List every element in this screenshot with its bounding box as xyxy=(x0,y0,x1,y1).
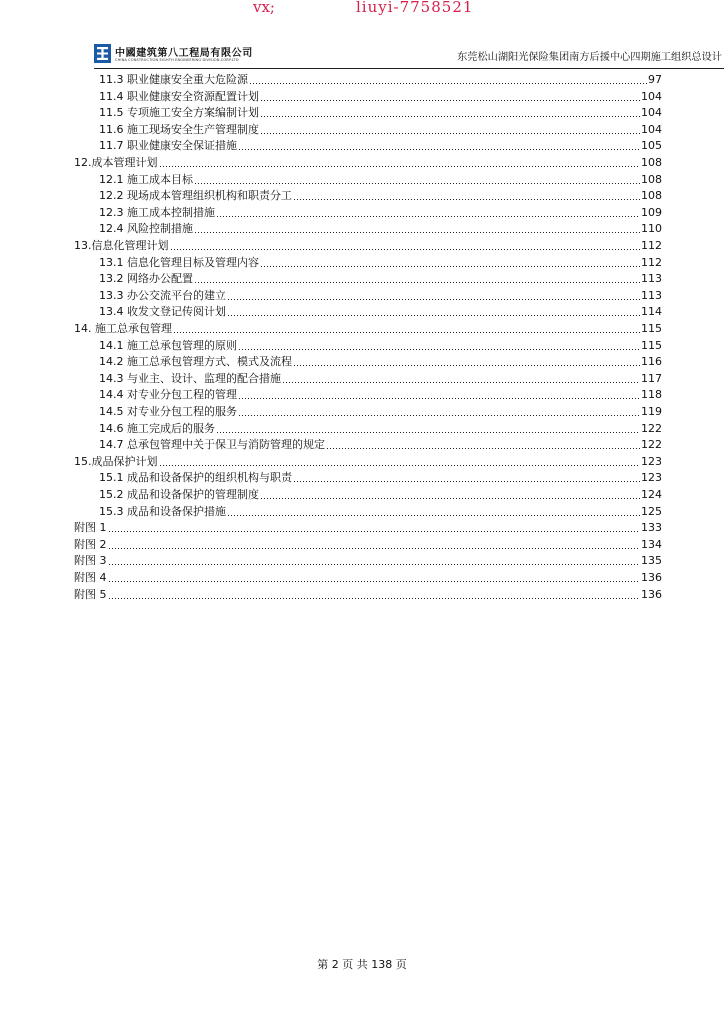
toc-dot-leader xyxy=(282,382,640,383)
toc-entry[interactable] xyxy=(99,304,662,319)
toc-entry-page: 97 xyxy=(648,73,662,86)
toc-entry-label: 11.5 专项施工安全方案编制计划 xyxy=(99,106,259,120)
toc-dot-leader xyxy=(108,598,641,599)
toc-dot-leader xyxy=(227,315,640,316)
toc-entry[interactable] xyxy=(99,138,662,153)
toc-entry-page: 122 xyxy=(641,421,662,435)
toc-entry-label: 14. 施工总承包管理 xyxy=(74,322,172,335)
toc-entry-label: 14.1 施工总承包管理的原则 xyxy=(99,338,237,352)
toc-entry-page: 115 xyxy=(641,338,662,352)
toc-entry-page: 113 xyxy=(641,288,662,302)
toc-entry-label: 14.5 对专业分包工程的服务 xyxy=(99,405,237,418)
toc-entry-page: 108 xyxy=(641,172,662,186)
toc-entry-page: 110 xyxy=(641,222,662,236)
toc-dot-leader xyxy=(260,133,640,134)
toc-entry[interactable] xyxy=(99,504,662,519)
toc-entry-label: 13.信息化管理计划 xyxy=(74,239,169,252)
toc-dot-leader xyxy=(238,149,640,150)
toc-entry[interactable] xyxy=(99,255,662,270)
toc-entry-label: 15.成品保护计划 xyxy=(74,454,158,468)
toc-entry-label: 12.3 施工成本控制措施 xyxy=(99,205,215,219)
toc-entry-label: 11.3 职业健康安全重大危险源 xyxy=(99,73,248,86)
page-header xyxy=(0,42,724,70)
toc-entry[interactable] xyxy=(99,288,662,303)
toc-entry-label: 11.6 施工现场安全生产管理制度 xyxy=(99,122,259,136)
toc-entry-label: 12.1 施工成本目标 xyxy=(99,172,193,186)
toc-entry[interactable] xyxy=(74,537,662,552)
watermark-right: liuyi-7758521 xyxy=(356,0,474,16)
toc-dot-leader xyxy=(108,564,641,565)
toc-dot-leader xyxy=(216,432,640,433)
toc-entry[interactable] xyxy=(99,89,662,104)
toc-dot-leader xyxy=(159,465,641,466)
toc-entry[interactable] xyxy=(99,188,662,203)
toc-entry-page: 125 xyxy=(641,504,662,518)
toc-entry-label: 13.4 收发文登记传阅计划 xyxy=(99,305,226,319)
toc-entry[interactable] xyxy=(74,321,662,336)
toc-entry[interactable] xyxy=(99,404,662,419)
toc-entry-page: 133 xyxy=(641,521,662,535)
toc-entry[interactable] xyxy=(74,570,662,585)
toc-entry-page: 136 xyxy=(641,571,662,584)
toc-dot-leader xyxy=(293,199,640,200)
header-divider xyxy=(94,68,724,69)
toc-dot-leader xyxy=(173,332,640,333)
toc-entry-page: 123 xyxy=(641,471,662,485)
watermark-left: vx; xyxy=(253,0,275,16)
toc-dot-leader xyxy=(260,116,640,117)
toc-entry[interactable] xyxy=(99,371,662,386)
toc-dot-leader xyxy=(227,515,640,516)
toc-entry[interactable] xyxy=(99,172,662,187)
toc-entry-label: 12.4 风险控制措施 xyxy=(99,222,193,236)
toc-entry-page: 136 xyxy=(641,587,662,601)
toc-entry[interactable] xyxy=(74,520,662,535)
toc-entry-label: 13.2 网络办公配置 xyxy=(99,272,193,286)
toc-dot-leader xyxy=(293,481,640,482)
toc-entry-page: 104 xyxy=(641,122,662,136)
toc-entry-label: 11.7 职业健康安全保证措施 xyxy=(99,139,237,153)
toc-entry-page: 119 xyxy=(641,405,662,418)
toc-entry-page: 112 xyxy=(641,239,662,252)
page-footer xyxy=(0,956,724,972)
toc-entry-label: 14.2 施工总承包管理方式、模式及流程 xyxy=(99,355,292,369)
toc-entry[interactable] xyxy=(99,421,662,436)
toc-entry-page: 105 xyxy=(641,139,662,153)
toc-entry-label: 15.2 成品和设备保护的管理制度 xyxy=(99,488,259,501)
toc-entry[interactable] xyxy=(99,105,662,120)
toc-entry-page: 115 xyxy=(641,322,662,335)
toc-dot-leader xyxy=(194,282,640,283)
toc-dot-leader xyxy=(227,299,640,300)
toc-entry-label: 12.成本管理计划 xyxy=(74,156,158,169)
toc-entry[interactable] xyxy=(99,470,662,485)
toc-dot-leader xyxy=(108,531,641,532)
toc-entry[interactable] xyxy=(99,437,662,452)
toc-entry[interactable] xyxy=(74,553,662,568)
toc-dot-leader xyxy=(249,83,647,84)
toc-entry-page: 135 xyxy=(641,554,662,568)
toc-entry-page: 104 xyxy=(641,106,662,120)
toc-entry-page: 123 xyxy=(641,454,662,468)
toc-entry-page: 116 xyxy=(641,355,662,369)
toc-dot-leader xyxy=(159,166,641,167)
toc-entry-label: 附图 1 xyxy=(74,521,107,535)
toc-dot-leader xyxy=(194,183,640,184)
toc-dot-leader xyxy=(326,448,640,449)
toc-entry[interactable] xyxy=(74,155,662,170)
toc-entry[interactable] xyxy=(99,487,662,502)
toc-entry-page: 134 xyxy=(641,537,662,551)
toc-entry-page: 113 xyxy=(641,272,662,286)
toc-dot-leader xyxy=(293,365,640,366)
company-name-en: CHINA CONSTRUCTION EIGHTH ENGINEERING DIVISION.CORP.LTD xyxy=(115,58,239,62)
toc-dot-leader xyxy=(194,232,640,233)
toc-entry-label: 11.4 职业健康安全资源配置计划 xyxy=(99,89,259,103)
toc-entry-page: 104 xyxy=(641,89,662,103)
toc-entry-label: 15.1 成品和设备保护的组织机构与职责 xyxy=(99,471,292,485)
toc-entry[interactable] xyxy=(99,271,662,286)
toc-dot-leader xyxy=(108,548,641,549)
toc-entry[interactable] xyxy=(74,587,662,602)
company-logo xyxy=(94,44,266,66)
toc-entry-label: 13.3 办公交流平台的建立 xyxy=(99,288,226,302)
company-name-cn: 中國建筑第八工程局有限公司 xyxy=(115,48,253,59)
toc-entry[interactable] xyxy=(99,221,662,236)
toc-entry-page: 118 xyxy=(641,388,662,402)
toc-entry[interactable] xyxy=(99,338,662,353)
watermark xyxy=(0,0,724,20)
document-title: 东莞松山湖阳光保险集团南方后援中心四期施工组织总设计 xyxy=(457,52,722,63)
toc-entry-page: 109 xyxy=(641,205,662,219)
toc-entry-page: 108 xyxy=(641,189,662,203)
toc-dot-leader xyxy=(260,266,640,267)
toc-entry-label: 14.6 施工完成后的服务 xyxy=(99,421,215,435)
cscec-logo-icon xyxy=(94,44,111,63)
toc-dot-leader xyxy=(108,581,641,582)
toc-entry-page: 114 xyxy=(641,305,662,319)
toc-entry-page: 112 xyxy=(641,255,662,269)
toc-entry-label: 15.3 成品和设备保护措施 xyxy=(99,504,226,518)
toc-entry-label: 14.7 总承包管理中关于保卫与消防管理的规定 xyxy=(99,438,325,452)
toc-entry-label: 14.3 与业主、设计、监理的配合措施 xyxy=(99,371,281,385)
toc-entry-label: 附图 5 xyxy=(74,587,107,601)
toc-entry-page: 117 xyxy=(641,371,662,385)
toc-entry-label: 13.1 信息化管理目标及管理内容 xyxy=(99,255,259,269)
toc-dot-leader xyxy=(238,415,640,416)
toc-dot-leader xyxy=(260,100,640,101)
toc-entry-page: 124 xyxy=(641,488,662,501)
toc-dot-leader xyxy=(238,349,640,350)
toc-entry[interactable] xyxy=(74,454,662,469)
toc-entry[interactable] xyxy=(99,72,662,87)
toc-entry-label: 附图 3 xyxy=(74,554,107,568)
toc-entry[interactable] xyxy=(99,205,662,220)
toc-entry-label: 14.4 对专业分包工程的管理 xyxy=(99,388,237,402)
toc-entry[interactable] xyxy=(74,238,662,253)
toc-entry-page: 108 xyxy=(641,156,662,169)
toc-entry[interactable] xyxy=(99,387,662,402)
toc-entry-label: 附图 2 xyxy=(74,537,107,551)
toc-dot-leader xyxy=(238,398,640,399)
toc-dot-leader xyxy=(216,216,640,217)
toc-entry-label: 附图 4 xyxy=(74,571,107,584)
page-number: 第 2 页 共 138 页 xyxy=(317,958,407,971)
toc-dot-leader xyxy=(170,249,641,250)
toc-entry[interactable] xyxy=(99,354,662,369)
toc-entry-page: 122 xyxy=(641,438,662,452)
toc-dot-leader xyxy=(260,498,640,499)
toc-entry[interactable] xyxy=(99,122,662,137)
toc-entry-label: 12.2 现场成本管理组织机构和职责分工 xyxy=(99,189,292,203)
